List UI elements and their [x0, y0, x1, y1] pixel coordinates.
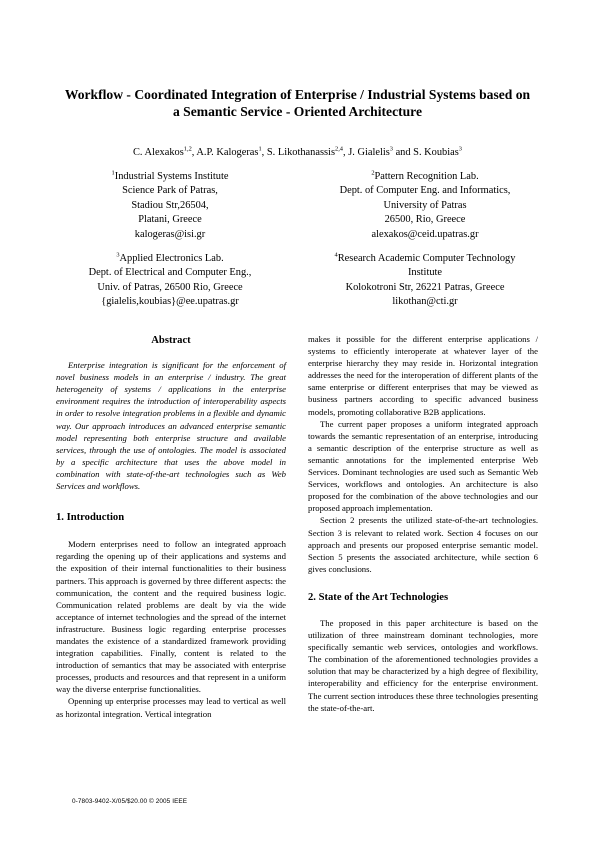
author-name: S. Likothanassis: [266, 147, 335, 158]
body-paragraph: Section 2 presents the utilized state-of-the-art technologies. Section 3 is relevant to related work. Section 4 focuses on our approach and presents our proposed enterprise semantic model. Section 5 presents the associated architecture, while section 6 gives conclusions.: [308, 515, 538, 574]
affiliation-email: {gialelis,koubias}@ee.upatras.gr: [101, 296, 239, 308]
left-column: [56, 335, 286, 720]
author-separator: ,: [343, 147, 349, 158]
author-affiliation-marker: 1: [258, 145, 262, 153]
affiliation-marker: 2: [371, 169, 375, 177]
affiliation-line: Univ. of Patras, 26500 Rio, Greece: [97, 281, 243, 293]
affiliation-marker: 3: [116, 251, 120, 259]
affiliation-line: Stadiou Str,26504,: [131, 199, 209, 211]
title-line-2: a Semantic Service - Oriented Architecture: [172, 104, 423, 119]
affiliation-line: Kolokotroni Str, 26221 Patras, Greece: [345, 281, 505, 293]
affiliation-line: $^1$Industrial Systems Institute: [111, 169, 229, 182]
section-1-heading: 1. Introduction: [56, 512, 125, 524]
affiliation-marker: 1: [111, 169, 115, 177]
author-separator: and: [392, 147, 414, 158]
abstract-heading: Abstract: [151, 335, 191, 346]
affiliation-line: Dept. of Computer Eng. and Informatics,: [339, 185, 511, 197]
affiliation-email: likothan@cti.gr: [392, 296, 458, 308]
abstract-text: Enterprise integration is significant for the enforcement of novel business models in an enterprise / industry. The great heterogeneity of systems / applications in the enterprise environment requires the introduction of interoperability aspects in order to resolve integration problems in a flexible and dynamic way. Our approach introduces an advanced enterprise semantic model representing both enterprise structure and available services, through the use of ontologies. The model is associated by a specific architecture that uses the above model in combination with state-of-the-art technologies such as Web Services and workflows.: [56, 360, 286, 492]
author-affiliation-marker: 3: [389, 145, 393, 153]
body-paragraph: makes it possible for the different enterprise applications / systems to efficiently interoperate at whatever layer of the enterprise hierarchy they may reside in. Horizontal integration addresses the need for the interoperation of different plants of the same enterprise or different enterprises that may be viewed as business partners according to specific advanced business models, promoting collaborative B2B applications.: [308, 334, 538, 417]
affiliation-line: Institute: [407, 267, 443, 279]
right-column-body: [308, 333, 538, 575]
affiliation-line: University of Patras: [383, 199, 467, 211]
affiliation-2: [305, 170, 545, 242]
affiliation-line: $^3$Applied Electronics Lab.: [116, 251, 224, 264]
author-affiliation-marker: 2,4: [335, 145, 343, 153]
affiliation-line: Platani, Greece: [138, 214, 202, 226]
body-paragraph: The proposed in this paper architecture is based on the utilization of three mainstream dominant technologies, more specifically semantic web services, ontologies and workflows. The combination of the aforementioned technologies provides a solution that may be characterized by a high degree of flexibility, interoperability and efficiency for the enterprise environment. The current section introduces these three technologies presenting the state-of-the-art.: [308, 617, 538, 713]
body-paragraph: Modern enterprises need to follow an integrated approach regarding the opening up of their applications and systems and the exposition of their internal functionalities to their business partners. This approach is governed by three different aspects: the communication, the content and the required business logic. Communication related problems are dealt by via the wide acceptance of internet technologies and the spread of the internet infrastructure. Business logic regarding enterprise processes mandates the existence of a standardized framework providing integration capabilities. Finally, content is related to the introduction of semantics that may be associated with enterprise processes, products and resources and that represent in a uniform way the diverse enterprise functionalities.: [56, 539, 286, 695]
author-name: J. Gialelis: [348, 147, 390, 158]
author-affiliation-marker: 3: [458, 145, 462, 153]
author-name: S. Koubias: [413, 147, 459, 158]
affiliation-3: [50, 252, 290, 310]
affiliation-line: 26500, Rio, Greece: [384, 214, 466, 226]
affiliation-email: kalogeras@isi.gr: [134, 228, 206, 240]
affiliation-1: [50, 170, 290, 242]
affiliation-line: $^4$Research Academic Computer Technology: [334, 251, 516, 264]
body-paragraph: The current paper proposes a uniform integrated approach towards the semantic representation of an enterprise, introducing a semantic description of the enterprise structure as well as semantic annotations for the implemented enterprise Web Services. Dominant technologies are used such as Semantic Web Services, workflows and ontologies. An architecture is also proposed for the combination of the above technologies and our proposed approach implementation.: [308, 418, 538, 514]
affiliation-line: Science Park of Patras,: [122, 185, 218, 197]
author-list: [40, 146, 555, 159]
author-separator: ,: [191, 147, 197, 158]
section-2-heading: 2. State of the Art Technologies: [308, 591, 449, 603]
section-2-body: [308, 617, 538, 714]
section-1-body: [56, 538, 286, 719]
author-affiliation-marker: 1,2: [183, 145, 192, 153]
affiliation-email: alexakos@ceid.upatras.gr: [371, 228, 479, 240]
affiliation-line: $^2$Pattern Recognition Lab.: [371, 169, 479, 182]
author-name: A.P. Kalogeras: [196, 147, 259, 158]
affiliation-marker: 4: [334, 251, 338, 259]
right-column: [308, 333, 538, 714]
affiliation-4: [305, 252, 545, 310]
author-separator: ,: [261, 147, 267, 158]
paper-title: [40, 86, 555, 120]
copyright-footer: 0-7803-9402-X/05/$20.00 © 2005 IEEE: [72, 798, 188, 805]
author-name: C. Alexakos: [133, 147, 184, 158]
body-paragraph: Openning up enterprise processes may lead to vertical as well as horizontal integration. Vertical integration: [56, 696, 286, 719]
affiliation-line: Dept. of Electrical and Computer Eng.,: [88, 267, 252, 279]
title-line-1: Workflow - Coordinated Integration of Enterprise / Industrial Systems based on: [64, 87, 531, 102]
